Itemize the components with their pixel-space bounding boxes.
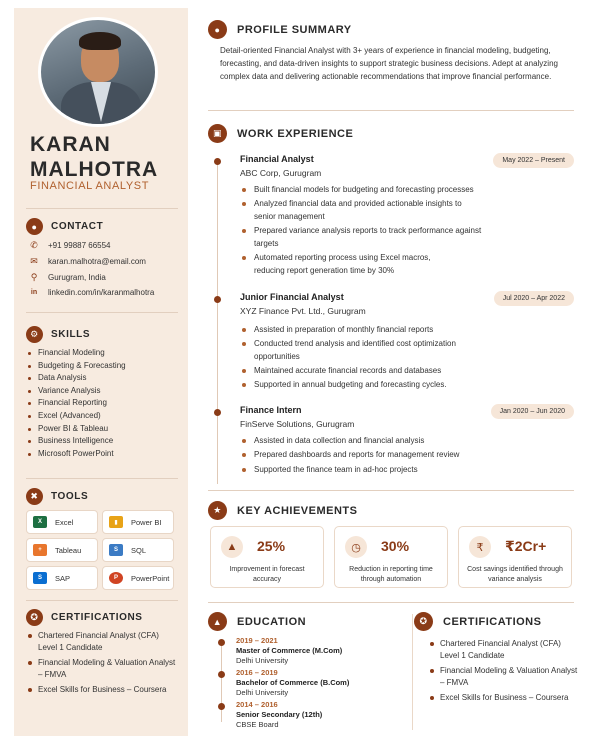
job-title: Finance Intern bbox=[240, 405, 302, 415]
list-item: Chartered Financial Analyst (CFA) Level 1 Candidate bbox=[26, 630, 176, 654]
timeline-dot bbox=[214, 158, 221, 165]
achievement-value: 30% bbox=[381, 538, 410, 554]
achievement-card bbox=[458, 526, 572, 588]
gear-icon: ⚙ bbox=[26, 326, 43, 343]
timeline-dot bbox=[214, 296, 221, 303]
list-item: Analyzed financial data and provided actionable insights to senior management bbox=[240, 198, 480, 223]
powerbi-icon: ▮ bbox=[109, 516, 123, 528]
contact-phone: ✆ +91 99887 66554 bbox=[28, 240, 111, 251]
sql-icon: S bbox=[109, 544, 123, 556]
list-item: Prepared dashboards and reports for management review bbox=[240, 449, 540, 462]
tableau-icon: + bbox=[33, 544, 47, 556]
clock-icon: ◷ bbox=[345, 536, 367, 558]
list-item: Maintained accurate financial records and databases bbox=[240, 365, 540, 378]
user-icon: ● bbox=[26, 218, 43, 235]
achievements-heading: ★ KEY ACHIEVEMENTS bbox=[208, 501, 357, 520]
list-item: Business Intelligence bbox=[26, 435, 126, 448]
timeline-dot bbox=[218, 703, 225, 710]
list-item: Assisted in data collection and financial analysis bbox=[240, 435, 540, 448]
divider bbox=[208, 490, 574, 491]
contact-email[interactable]: ✉ karan.malhotra@email.com bbox=[28, 256, 146, 267]
certifications-side-list bbox=[26, 630, 176, 699]
list-item: Microsoft PowerPoint bbox=[26, 448, 126, 461]
list-item: Budgeting & Forecasting bbox=[26, 360, 126, 373]
tool-sql: S SQL bbox=[102, 538, 174, 562]
education-degree: Master of Commerce (M.Com) bbox=[236, 646, 343, 655]
tool-powerbi: ▮ Power BI bbox=[102, 510, 174, 534]
list-item: Excel Skills for Business – Coursera bbox=[26, 684, 176, 696]
list-item: Excel (Advanced) bbox=[26, 410, 126, 423]
job-title: Financial Analyst bbox=[240, 154, 314, 164]
wrench-icon: ✖ bbox=[26, 488, 43, 505]
certifications-main-heading: ✪ CERTIFICATIONS bbox=[414, 612, 541, 631]
list-item: Excel Skills for Business – Coursera bbox=[428, 692, 578, 704]
mail-icon: ✉ bbox=[30, 256, 38, 266]
education-school: Delhi University bbox=[236, 656, 289, 665]
linkedin-icon: in bbox=[30, 289, 38, 296]
job-company: ABC Corp, Gurugram bbox=[240, 168, 322, 178]
education-heading: ▲ EDUCATION bbox=[208, 612, 306, 631]
medal-icon: ✪ bbox=[26, 609, 43, 626]
graduation-cap-icon: ▲ bbox=[208, 612, 227, 631]
tools-heading: ✖ TOOLS bbox=[26, 488, 88, 505]
achievement-desc: Reduction in reporting time through automation bbox=[349, 566, 433, 583]
education-years: 2014 – 2016 bbox=[236, 700, 278, 709]
list-item: Financial Modeling bbox=[26, 347, 126, 360]
resume-page bbox=[14, 8, 588, 736]
trophy-icon: ★ bbox=[208, 501, 227, 520]
sidebar bbox=[14, 8, 188, 736]
summary-heading: ● PROFILE SUMMARY bbox=[208, 20, 352, 39]
contact-location: ⚲ Gurugram, India bbox=[28, 272, 106, 283]
profile-photo bbox=[38, 17, 158, 127]
rupee-icon: ₹ bbox=[469, 536, 491, 558]
job-bullets bbox=[240, 435, 540, 478]
user-icon: ● bbox=[208, 20, 227, 39]
phone-icon: ✆ bbox=[30, 240, 38, 250]
job-company: XYZ Finance Pvt. Ltd., Gurugram bbox=[240, 306, 366, 316]
certifications-main-list bbox=[428, 638, 578, 707]
list-item: Data Analysis bbox=[26, 372, 126, 385]
achievement-desc: Cost savings identified through variance analysis bbox=[467, 566, 563, 583]
powerpoint-icon: P bbox=[109, 572, 123, 584]
list-item: Conducted trend analysis and identified cost optimization opportunities bbox=[240, 338, 470, 363]
education-school: CBSE Board bbox=[236, 720, 279, 729]
list-item: Automated reporting process using Excel macros, reducing report generation time by 30% bbox=[240, 252, 460, 277]
full-name bbox=[30, 132, 158, 182]
education-years: 2019 – 2021 bbox=[236, 636, 278, 645]
timeline-dot bbox=[218, 671, 225, 678]
divider bbox=[208, 602, 574, 603]
list-item: Variance Analysis bbox=[26, 385, 126, 398]
tool-excel: X Excel bbox=[26, 510, 98, 534]
job-role: FINANCIAL ANALYST bbox=[30, 180, 150, 192]
job-title: Junior Financial Analyst bbox=[240, 292, 344, 302]
list-item: Built financial models for budgeting and forecasting processes bbox=[240, 184, 540, 197]
timeline-dot bbox=[218, 639, 225, 646]
column-divider bbox=[412, 614, 413, 730]
list-item: Assisted in preparation of monthly financial reports bbox=[240, 324, 540, 337]
experience-timeline bbox=[217, 160, 218, 484]
certifications-side-heading: ✪ CERTIFICATIONS bbox=[26, 609, 143, 626]
medal-icon: ✪ bbox=[414, 612, 433, 631]
achievement-card bbox=[210, 526, 324, 588]
divider bbox=[26, 600, 178, 601]
first-name: KARAN bbox=[30, 133, 111, 156]
job-dates: Jan 2020 – Jun 2020 bbox=[491, 404, 574, 419]
excel-icon: X bbox=[33, 516, 47, 528]
list-item: Supported in annual budgeting and forecasting cycles. bbox=[240, 379, 540, 392]
chart-icon: ▲ bbox=[221, 536, 243, 558]
list-item: Financial Modeling & Valuation Analyst – FMVA bbox=[428, 665, 578, 688]
divider bbox=[26, 478, 178, 479]
list-item: Financial Reporting bbox=[26, 397, 126, 410]
location-pin-icon: ⚲ bbox=[30, 272, 38, 282]
tool-powerpoint: P PowerPoint bbox=[102, 566, 174, 590]
divider bbox=[26, 312, 178, 313]
achievement-card bbox=[334, 526, 448, 588]
tool-tableau: + Tableau bbox=[26, 538, 98, 562]
achievement-desc: Improvement in forecast accuracy bbox=[229, 566, 305, 583]
sap-icon: S bbox=[33, 572, 47, 584]
job-bullets bbox=[240, 324, 540, 394]
education-school: Delhi University bbox=[236, 688, 289, 697]
education-degree: Senior Secondary (12th) bbox=[236, 710, 323, 719]
list-item: Power BI & Tableau bbox=[26, 423, 126, 436]
contact-heading: ● CONTACT bbox=[26, 218, 103, 235]
list-item: Financial Modeling & Valuation Analyst – FMVA bbox=[26, 657, 176, 681]
education-degree: Bachelor of Commerce (B.Com) bbox=[236, 678, 350, 687]
job-dates: May 2022 – Present bbox=[493, 153, 574, 168]
briefcase-icon: ▣ bbox=[208, 124, 227, 143]
skills-heading: ⚙ SKILLS bbox=[26, 326, 90, 343]
experience-heading: ▣ WORK EXPERIENCE bbox=[208, 124, 353, 143]
skills-list bbox=[26, 347, 126, 460]
list-item: Supported the finance team in ad-hoc projects bbox=[240, 464, 540, 477]
job-company: FinServe Solutions, Gurugram bbox=[240, 419, 355, 429]
list-item: Chartered Financial Analyst (CFA) Level 1 Candidate bbox=[428, 638, 578, 661]
contact-linkedin[interactable]: in linkedin.com/in/karanmalhotra bbox=[28, 288, 154, 297]
timeline-dot bbox=[214, 409, 221, 416]
achievement-value: ₹2Cr+ bbox=[505, 538, 547, 554]
tool-sap: S SAP bbox=[26, 566, 98, 590]
job-dates: Jul 2020 – Apr 2022 bbox=[494, 291, 574, 306]
summary-text: Detail-oriented Financial Analyst with 3+ years of experience in financial modeling, budgeting, forecasting, and data-driven insights to support strategic business decisions. Adept at analyzing complex data and delivering actionable recommendations that improve financial performance. bbox=[220, 46, 558, 82]
last-name: MALHOTRA bbox=[30, 158, 159, 181]
divider bbox=[208, 110, 574, 111]
divider bbox=[26, 208, 178, 209]
list-item: Prepared variance analysis reports to track performance against targets bbox=[240, 225, 490, 250]
education-years: 2016 – 2019 bbox=[236, 668, 278, 677]
achievement-value: 25% bbox=[257, 538, 286, 554]
job-bullets bbox=[240, 184, 540, 279]
